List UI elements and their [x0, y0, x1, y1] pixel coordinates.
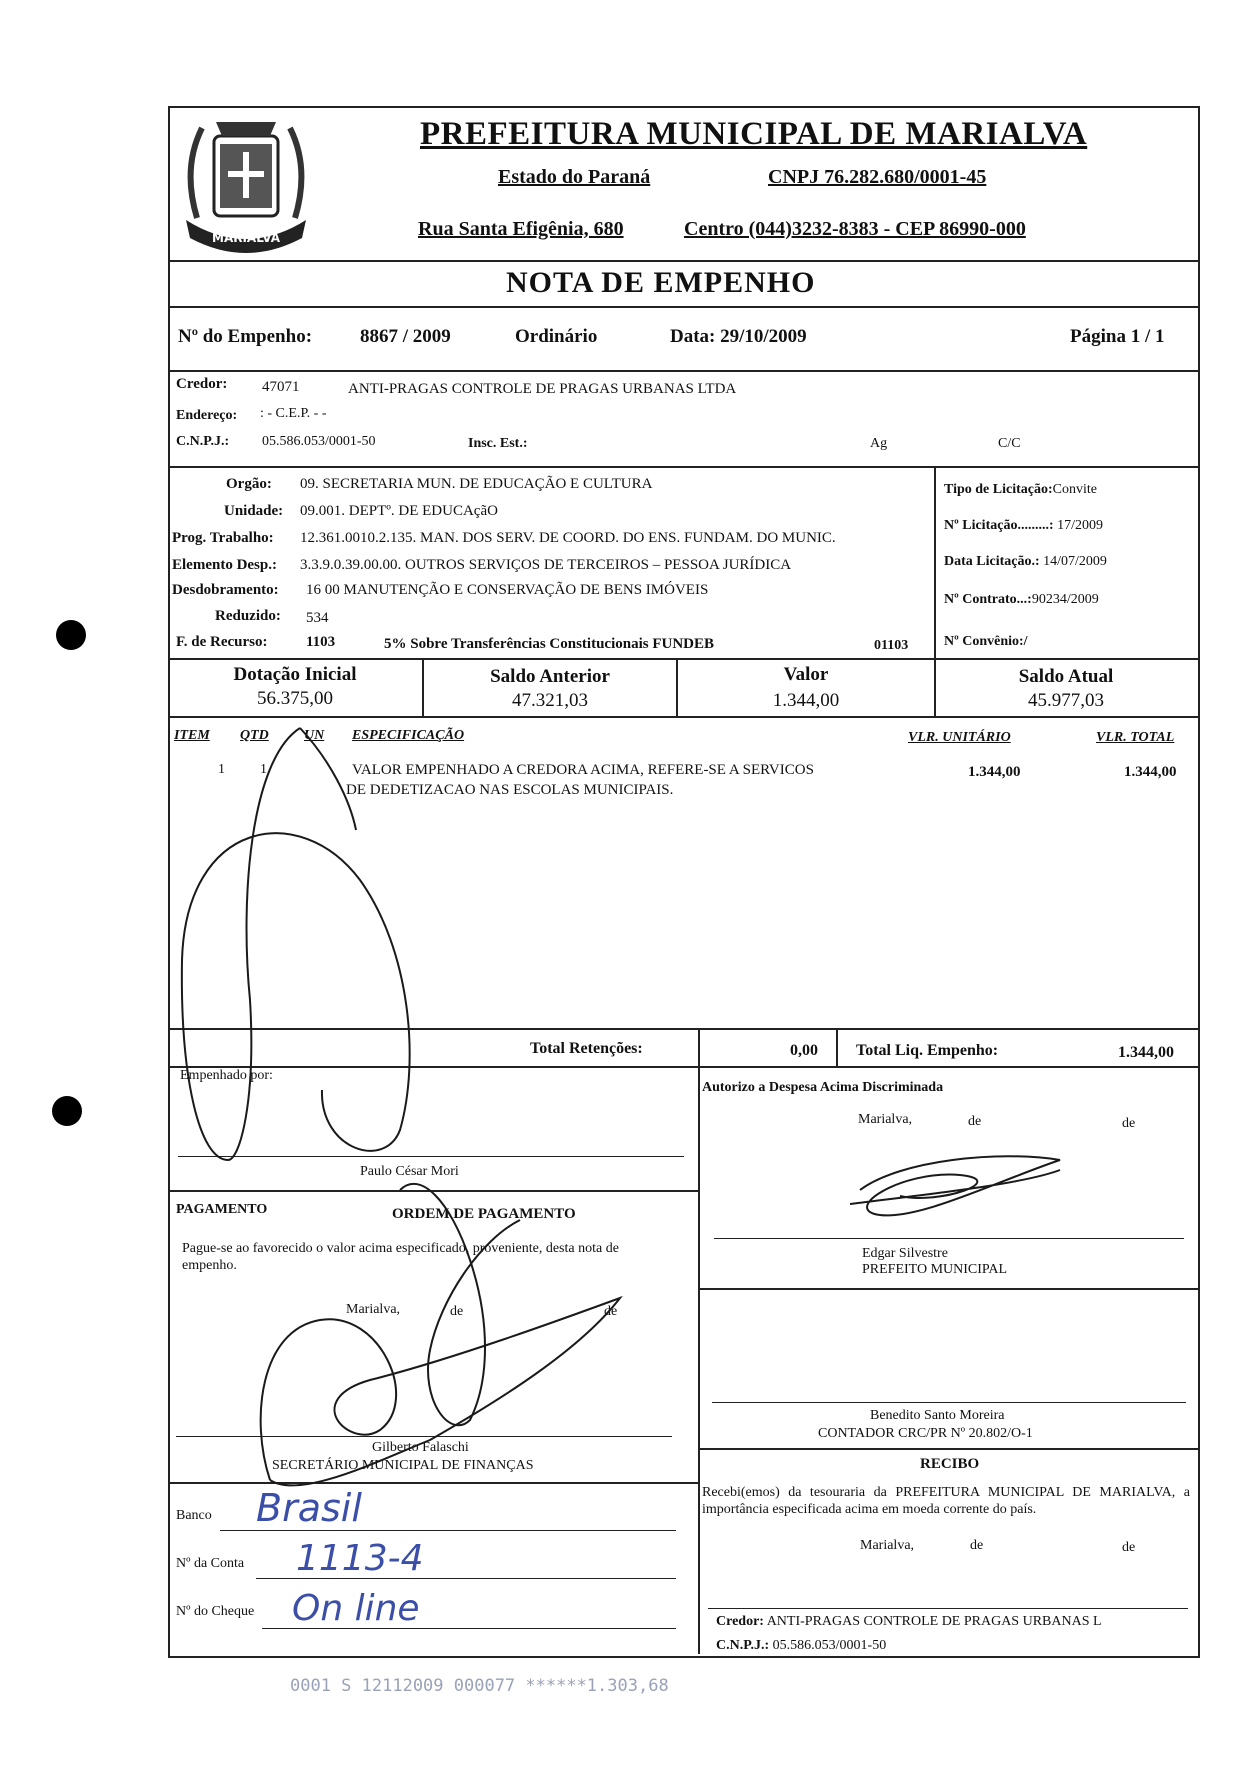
banco-line [220, 1530, 676, 1531]
empenho-number: 8867 / 2009 [360, 326, 451, 347]
unidade-label: Unidade: [224, 503, 284, 519]
dotacao-label: Dotação Inicial [233, 664, 357, 685]
prog-label: Prog. Trabalho: [172, 530, 274, 546]
recurso-label: F. de Recurso: [176, 634, 268, 650]
total-retencoes-value: 0,00 [790, 1042, 818, 1059]
autorizo-de2: de [1122, 1116, 1136, 1131]
header-cnpj: CNPJ 76.282.680/0001-45 [768, 166, 987, 188]
credor-label: Credor: [176, 376, 228, 392]
prog-value: 12.361.0010.2.135. MAN. DOS SERV. DE COORD. DO ENS. FUNDAM. DO MUNIC. [300, 530, 836, 546]
saldo-anterior-value: 47.321,03 [512, 690, 588, 711]
col-total-header: VLR. TOTAL [1096, 730, 1175, 745]
item-desc-line1: VALOR EMPENHADO A CREDORA ACIMA, REFERE-SE A SERVICOS [352, 762, 814, 778]
insc-label: Insc. Est.: [468, 436, 528, 451]
licitacao-tipo: Tipo de Licitação:Convite [944, 482, 1097, 497]
empenhado-name: Paulo César Mori [360, 1164, 459, 1179]
municipal-seal-icon [172, 108, 320, 258]
credor-code: 47071 [262, 379, 300, 395]
item-total-value: 1.344,00 [1124, 764, 1177, 780]
prefeito-name: Edgar Silvestre [862, 1246, 948, 1261]
recibo-label: RECIBO [920, 1456, 980, 1472]
header-address: Rua Santa Efigênia, 680 [418, 218, 624, 240]
divider [168, 1190, 698, 1192]
col-espec-header: ESPECIFICAÇÃO [352, 728, 465, 743]
secretario-name: Gilberto Falaschi [372, 1440, 469, 1455]
reduzido-label: Reduzido: [215, 608, 281, 624]
punch-hole-bottom [52, 1096, 82, 1126]
licitacao-data: Data Licitação.: 14/07/2009 [944, 554, 1107, 569]
banco-label: Banco [176, 1508, 212, 1523]
signature-line [714, 1238, 1184, 1239]
divider [698, 1288, 1198, 1290]
recibo-cnpj: C.N.P.J.: 05.586.053/0001-50 [716, 1638, 887, 1653]
autorizo-de1: de [968, 1114, 982, 1129]
col-qtd-header: QTD [240, 728, 269, 743]
valor-label: Valor [783, 664, 829, 685]
orgao-value: 09. SECRETARIA MUN. DE EDUCAÇÃO E CULTURA [300, 476, 653, 492]
recibo-credor: Credor: ANTI-PRAGAS CONTROLE DE PRAGAS URBANAS L [716, 1614, 1102, 1629]
signature-line [176, 1436, 672, 1437]
divider [698, 1028, 700, 1066]
empenho-date: Data: 29/10/2009 [670, 326, 807, 347]
secretario-role: SECRETÁRIO MUNICIPAL DE FINANÇAS [272, 1458, 534, 1473]
item-qtd: 1 [260, 762, 267, 777]
col-un-header: UN [304, 728, 325, 743]
divider [836, 1028, 838, 1066]
conta-label: Nº da Conta [176, 1556, 245, 1571]
divider [698, 1448, 1198, 1450]
contador-role: CONTADOR CRC/PR Nº 20.802/O-1 [818, 1426, 1033, 1441]
endereco-value: : - C.E.P. - - [260, 406, 327, 421]
divider [168, 1066, 1198, 1068]
prefeito-role: PREFEITO MUNICIPAL [862, 1262, 1008, 1277]
pagamento-de1: de [450, 1304, 464, 1319]
divider [168, 716, 1198, 718]
pagamento-text: Pague-se ao favorecido o valor acima especificado, proveniente, desta nota de empenho. [182, 1241, 619, 1273]
total-liq-value: 1.344,00 [1118, 1044, 1174, 1061]
licitacao-contrato: Nº Contrato...:90234/2009 [944, 592, 1099, 607]
autorizo-place: Marialva, [858, 1112, 913, 1127]
total-liq-label: Total Liq. Empenho: [856, 1042, 999, 1059]
banco-handwritten: Brasil [256, 1486, 362, 1530]
contador-name: Benedito Santo Moreira [870, 1408, 1005, 1423]
signature-line [178, 1156, 684, 1157]
elemento-label: Elemento Desp.: [172, 557, 277, 573]
endereco-label: Endereço: [176, 408, 238, 423]
divider [168, 370, 1198, 372]
item-unit-value: 1.344,00 [968, 764, 1021, 780]
recibo-place: Marialva, [860, 1538, 915, 1553]
pagamento-label: PAGAMENTO [176, 1202, 268, 1217]
valor-value: 1.344,00 [772, 690, 840, 711]
pagamento-de2: de [604, 1304, 618, 1319]
col-item-header: ITEM [174, 728, 210, 743]
saldo-atual-value: 45.977,03 [1028, 690, 1104, 711]
reduzido-value: 534 [306, 610, 329, 626]
cheque-handwritten: On line [292, 1588, 420, 1629]
signature-line [712, 1402, 1186, 1403]
cheque-label: Nº do Cheque [176, 1604, 255, 1619]
recibo-de2: de [1122, 1540, 1136, 1555]
saldo-atual-label: Saldo Atual [1018, 666, 1114, 687]
svg-text:MARIALVA: MARIALVA [212, 231, 280, 245]
divider [168, 1028, 1198, 1030]
divider [168, 1482, 698, 1484]
divider [934, 466, 936, 658]
item-desc-line2: DE DEDETIZACAO NAS ESCOLAS MUNICIPAIS. [346, 782, 674, 798]
empenho-label: Nº do Empenho: [178, 326, 313, 347]
page-number: Página 1 / 1 [1070, 326, 1165, 347]
licitacao-numero: Nº Licitação.........: 17/2009 [944, 518, 1103, 533]
signature-line [708, 1608, 1188, 1609]
ag-label: Ag [870, 436, 888, 451]
total-retencoes-label: Total Retenções: [530, 1040, 643, 1057]
recurso-code2: 01103 [874, 638, 909, 653]
empenhado-label: Empenhado por: [180, 1068, 273, 1083]
divider [168, 306, 1198, 308]
recurso-desc: 5% Sobre Transferências Constitucionais FUNDEB [384, 636, 715, 652]
credor-name: ANTI-PRAGAS CONTROLE DE PRAGAS URBANAS LTDA [348, 381, 737, 397]
saldo-anterior-label: Saldo Anterior [490, 666, 610, 687]
header-address2: Centro (044)3232-8383 - CEP 86990-000 [684, 218, 1026, 240]
recibo-de1: de [970, 1538, 984, 1553]
cc-label: C/C [998, 436, 1021, 451]
item-number: 1 [218, 762, 225, 777]
autorizo-label: Autorizo a Despesa Acima Discriminada [702, 1080, 944, 1095]
divider [168, 260, 1198, 262]
bank-stamp: 0001 S 12112009 000077 ******1.303,68 [290, 1676, 669, 1696]
desdobramento-value: 16 00 MANUTENÇÃO E CONSERVAÇÃO DE BENS IMÓVEIS [306, 582, 709, 598]
orgao-label: Orgão: [226, 476, 272, 492]
header-state: Estado do Paraná [498, 166, 651, 188]
conta-handwritten: 1113-4 [296, 1538, 424, 1579]
page-title: PREFEITURA MUNICIPAL DE MARIALVA [420, 116, 1088, 152]
elemento-value: 3.3.9.0.39.00.00. OUTROS SERVIÇOS DE TERCEIROS – PESSOA JURÍDICA [300, 557, 792, 573]
cnpj-value: 05.586.053/0001-50 [262, 434, 376, 449]
licitacao-convenio: Nº Convênio:/ [944, 634, 1028, 649]
pagamento-place: Marialva, [346, 1302, 401, 1317]
divider [168, 466, 1198, 468]
doc-title: NOTA DE EMPENHO [506, 266, 816, 299]
cnpj-label: C.N.P.J.: [176, 434, 230, 449]
recibo-text: Recebi(emos) da tesouraria da PREFEITURA MUNICIPAL DE MARIALVA, a importância especificada acima em moeda corrente do país. [702, 1485, 1190, 1517]
col-unit-header: VLR. UNITÁRIO [908, 730, 1011, 745]
desdobramento-label: Desdobramento: [172, 582, 279, 598]
empenho-type: Ordinário [515, 326, 598, 347]
divider [698, 1066, 700, 1654]
recurso-code: 1103 [306, 634, 336, 650]
ordem-pagamento-label: ORDEM DE PAGAMENTO [392, 1206, 576, 1222]
punch-hole-top [56, 620, 86, 650]
divider [168, 658, 1198, 660]
unidade-value: 09.001. DEPTº. DE EDUCAçãO [300, 503, 498, 519]
dotacao-value: 56.375,00 [257, 688, 333, 709]
